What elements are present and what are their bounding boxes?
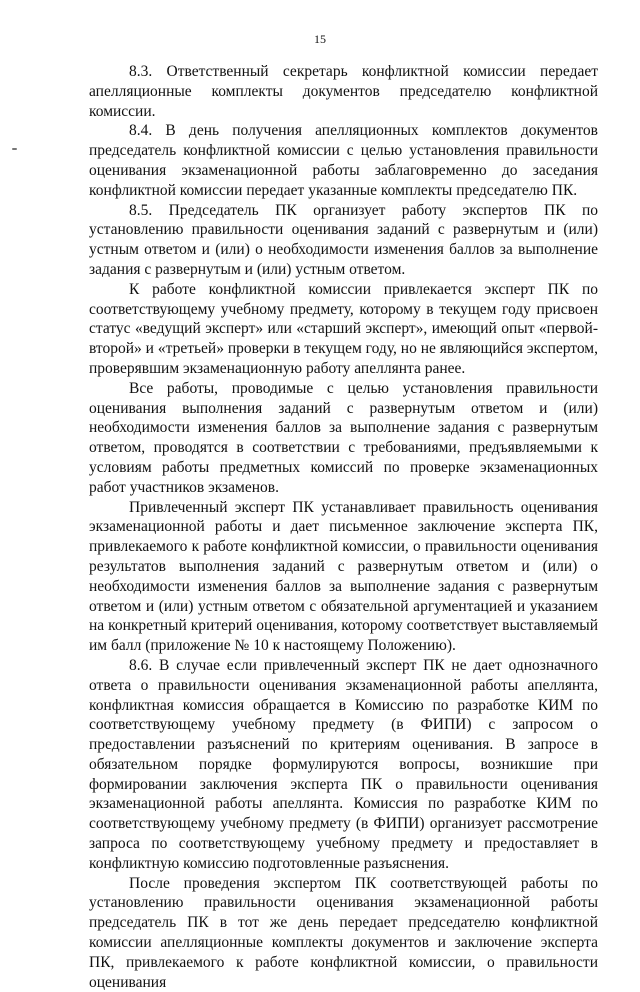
paragraph-work-requirements: Все работы, проводимые с целью установления правильности оценивания выполнения заданий с развернутым ответом и (или) необходимости изменения баллов за выполнение задания с развернутым ответом, проводятся в соответствии с требованиями, предъявляемыми к условиям работы предметных комиссий по проверке экзаменационных работ участников экзаменов. — [89, 379, 598, 496]
paragraph-8-3: 8.3. Ответственный секретарь конфликтной комиссии передает апелляционные комплекты документов председателю конфликтной комиссии. — [89, 63, 598, 120]
paragraph-expert-involvement: К работе конфликтной комиссии привлекается эксперт ПК по соответствующему учебному предмету, которому в текущем году присвоен статус «ведущий эксперт» или «старший эксперт», имеющий опыт «первой-второй» и «третьей» проверки в текущем году, но не являющийся экспертом, проверявшим экзаменационную работу апеллянта ранее. — [89, 280, 598, 377]
paragraph-8-4: 8.4. В день получения апелляционных комплектов документов председатель конфликтной комиссии с целью установления правильности оценивания экзаменационной работы заблаговременно до заседания конфликтной комиссии передает указанные комплекты председателю ПК. — [89, 122, 598, 199]
scan-mark — [12, 148, 17, 150]
paragraph-8-5: 8.5. Председатель ПК организует работу экспертов ПК по установлению правильности оценивания заданий с развернутым и (или) устным ответом и (или) о необходимости изменения баллов за выполнение задания с развернутым и (или) устным ответом. — [89, 201, 598, 278]
page-number: 15 — [314, 32, 326, 46]
paragraph-after-expert-work: После проведения экспертом ПК соответствующей работы по установлению правильности оценивания экзаменационной работы председатель ПК в тот же день передает председателю конфликтной комиссии апелляционные комплекты документов и заключение эксперта ПК, привлекаемого к работе конфликтной комиссии, о правильности оценивания — [89, 874, 598, 991]
document-body — [89, 62, 598, 992]
paragraph-8-6: 8.6. В случае если привлеченный эксперт ПК не дает однозначного ответа о правильности оценивания экзаменационной работы апеллянта, конфликтная комиссия обращается в Комиссию по разработке КИМ по соответствующему учебному предмету (в ФИПИ) с запросом о предоставлении разъяснений по критериям оценивания. В запросе в обязательном порядке формулируются вопросы, возникшие при формировании заключения эксперта ПК о правильности оценивания экзаменационной работы апеллянта. Комиссия по разработке КИМ по соответствующему учебному предмету (в ФИПИ) организует рассмотрение запроса по соответствующему учебному предмету и предоставляет в конфликтную комиссию подготовленные разъяснения. — [89, 656, 598, 872]
paragraph-expert-conclusion: Привлеченный эксперт ПК устанавливает правильность оценивания экзаменационной работы и дает письменное заключение эксперта ПК, привлекаемого к работе конфликтной комиссии, о правильности оценивания результатов выполнения заданий с развернутым ответом и (или) о необходимости изменения баллов за выполнение задания с развернутым ответом и (или) устным ответом с обязательной аргументацией и указанием на конкретный критерий оценивания, которому соответствует выставляемый им балл (приложение № 10 к настоящему Положению). — [89, 498, 598, 655]
